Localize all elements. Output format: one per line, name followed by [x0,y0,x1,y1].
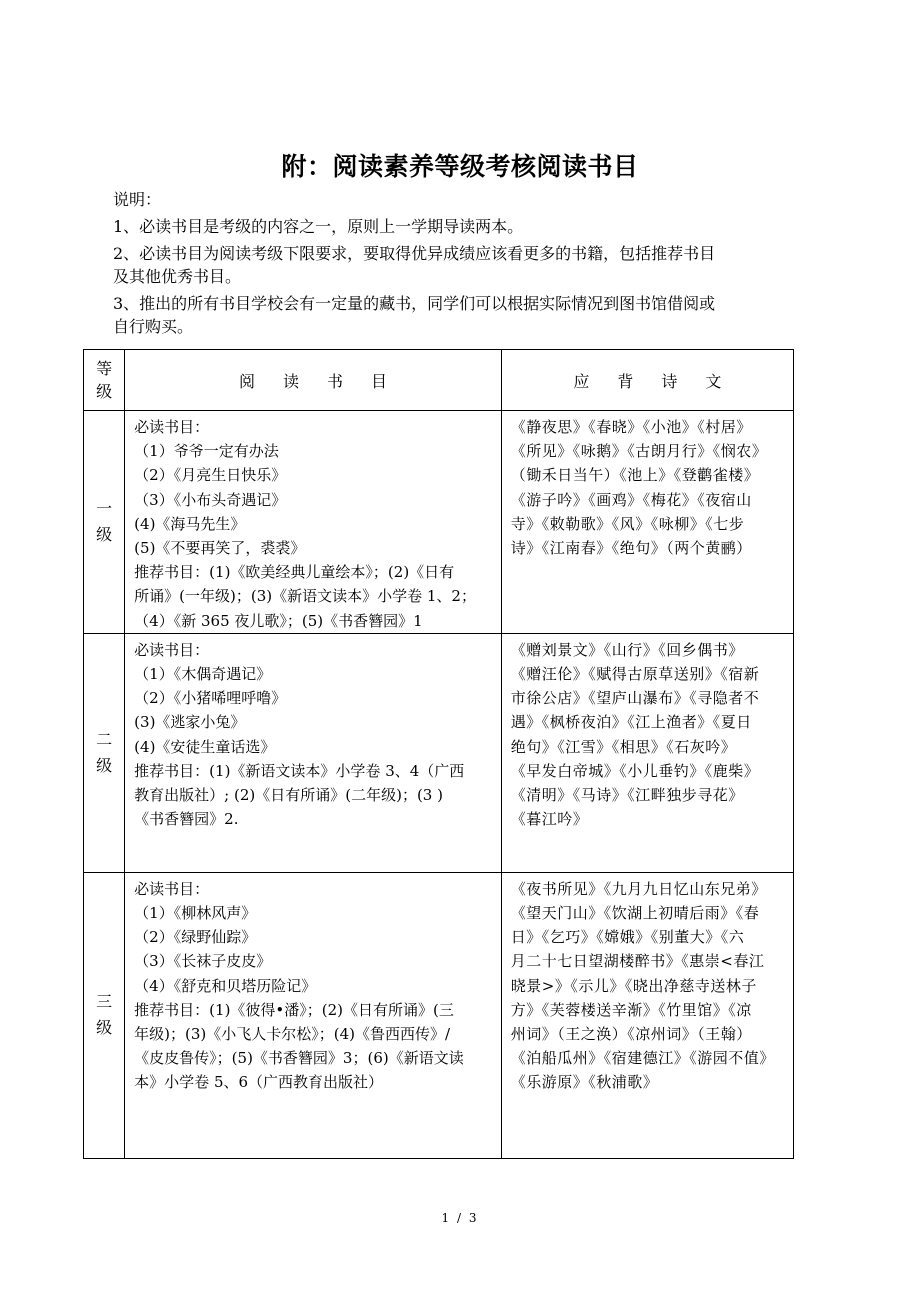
poem-line: 《赠汪伦》《赋得古原草送别》《宿新 [510,665,760,684]
reading-cell [125,872,502,1158]
reading-line: （1）爷爷一定有办法 [134,442,279,461]
reading-line: 推荐书目：(1)《彼得•潘》；(2)《日有所诵》(三 [134,1000,454,1019]
reading-line: （1）《柳林风声》 [134,904,257,923]
reading-line: (5)《不要再笑了，裘裘》 [134,539,306,558]
intro-line: 1、必读书目是考级的内容之一，原则上一学期导读两本。 [113,217,524,236]
reading-line: 《皮皮鲁传》；(5)《书香簪园》3；(6)《新语文读 [134,1049,464,1068]
reading-line: 推荐书目：(1)《欧美经典儿童绘本》；(2)《日有 [134,563,455,582]
reading-list-table [83,349,794,1159]
poem-line: 《游子吟》《画鸡》《梅花》《夜宿山 [510,490,752,509]
table-row [84,411,794,634]
reading-line: 必读书目： [134,640,210,659]
poem-line: 《早发白帝城》《小儿垂钓》《鹿柴》 [510,761,760,780]
intro-line: 3、推出的所有书目学校会有一定量的藏书，同学们可以根据实际情况到图书馆借阅或 [113,294,716,313]
reading-line: （2）《绿野仙踪》 [134,928,257,947]
poem-line: 《望天门山》《饮湖上初晴后雨》《春 [510,904,760,923]
grade-char: 一 [96,498,113,518]
intro-line: 2、必读书目为阅读考级下限要求，要取得优异成绩应该看更多的书籍，包括推荐书目 [113,244,716,263]
poem-line: 月二十七日望湖楼醉书》《惠崇<春江 [510,952,765,971]
reading-line: （3）《长袜子皮皮》 [134,952,272,971]
poem-line: 《暮江吟》 [510,810,589,829]
reading-line: 教育出版社）; (2)《日有所诵》(二年级)；(3 ) [134,786,443,805]
reading-line: 本》小学卷 5、6（广西教育出版社） [134,1073,384,1092]
poem-line: 遇》《枫桥夜泊》《江上渔者》《夏日 [510,713,752,732]
poem-line: 寺》《敕勒歌》《风》《咏柳》《七步 [510,514,745,533]
reading-line: 《书香簪园》2. [134,810,239,829]
header-reading: 阅读书目 [125,350,502,411]
grade-cell [84,633,125,872]
poem-line: 《所见》《咏鹅》《古朗月行》《悯农》 [510,442,768,461]
reading-line: （2）《小猪唏哩呼噜》 [134,689,287,708]
page-number: 1 / 3 [441,1211,479,1225]
page-title: 附：阅读素养等级考核阅读书目 [281,152,639,181]
poem-line: 《乐游原》《秋浦歌》 [510,1073,659,1092]
poems-cell [501,411,793,634]
intro-line: 自行购买。 [113,317,194,336]
poem-line: 《泊船瓜州》《宿建德江》《游园不值》 [510,1049,775,1068]
poem-line: 诗》《江南春》《绝句》（两个黄鹂） [510,539,752,558]
grade-cell [84,872,125,1158]
grade-char: 三 [96,992,113,1012]
reading-cell [125,411,502,634]
reading-line: （2）《月亮生日快乐》 [134,466,287,485]
reading-line: 年级)；(3)《小飞人卡尔松》；(4)《鲁西西传》/ [134,1025,451,1044]
poem-line: 方》《芙蓉楼送辛渐》《竹里馆》《凉 [510,1000,752,1019]
reading-line: 推荐书目：(1)《新语文读本》小学卷 3、4（广西 [134,761,465,780]
reading-line: （4）《舒克和贝塔历险记》 [134,976,317,995]
header-grade-char: 级 [96,382,113,401]
grade-char: 级 [96,1018,113,1038]
grade-char: 级 [96,755,113,775]
header-grade-char: 等 [96,359,113,378]
reading-line: 必读书目： [134,418,210,436]
grade-cell [84,411,125,634]
grade-char: 级 [96,524,113,544]
reading-line: (4)《海马先生》 [134,514,246,533]
reading-line: 所诵》(一年级)；(3)《新语文读本》小学卷 1、2； [134,587,476,606]
intro-line: 及其他优秀书目。 [113,267,242,286]
poem-line: 晓景>》《示儿》《晓出净慈寺送林子 [510,976,757,995]
poem-line: 《夜书所见》《九月九日忆山东兄弟》 [510,879,767,898]
reading-line: （1）《木偶奇遇记》 [134,665,272,684]
table-row [84,872,794,1158]
table-row [84,633,794,872]
poem-line: 《静夜思》《春晓》《小池》《村居》 [510,418,752,436]
poem-line: （锄禾日当午）《池上》《登鹳雀楼》 [510,466,760,485]
poem-line: 《赠刘景文》《山行》《回乡偶书》 [510,640,744,659]
poem-line: 市徐公店》《望庐山瀑布》《寻隐者不 [510,689,760,708]
reading-line: (3)《逃家小兔》 [134,713,246,732]
poem-line: 州词》（王之涣）《凉州词》（王翰） [510,1025,752,1044]
header-grade [84,350,125,411]
poem-line: 绝句》《江雪》《相思》《石灰吟》 [510,737,737,756]
poems-cell [501,872,793,1158]
grade-char: 二 [96,729,113,749]
reading-line: 必读书目： [134,879,210,898]
intro-heading: 说明： [113,190,162,209]
intro-section [113,188,813,338]
poem-line: 日》《乞巧》《嫦娥》《别董大》《六 [510,928,745,947]
header-poems: 应背诗文 [501,350,793,411]
reading-line: （3）《小布头奇遇记》 [134,490,287,509]
reading-line: （4）《新 365 夜儿歌》；(5)《书香簪园》1 [134,611,423,630]
reading-line: (4)《安徒生童话选》 [134,737,276,756]
poem-line: 《清明》《马诗》《江畔独步寻花》 [510,786,744,805]
poems-cell [501,633,793,872]
table-header-row [84,350,794,411]
reading-cell [125,633,502,872]
